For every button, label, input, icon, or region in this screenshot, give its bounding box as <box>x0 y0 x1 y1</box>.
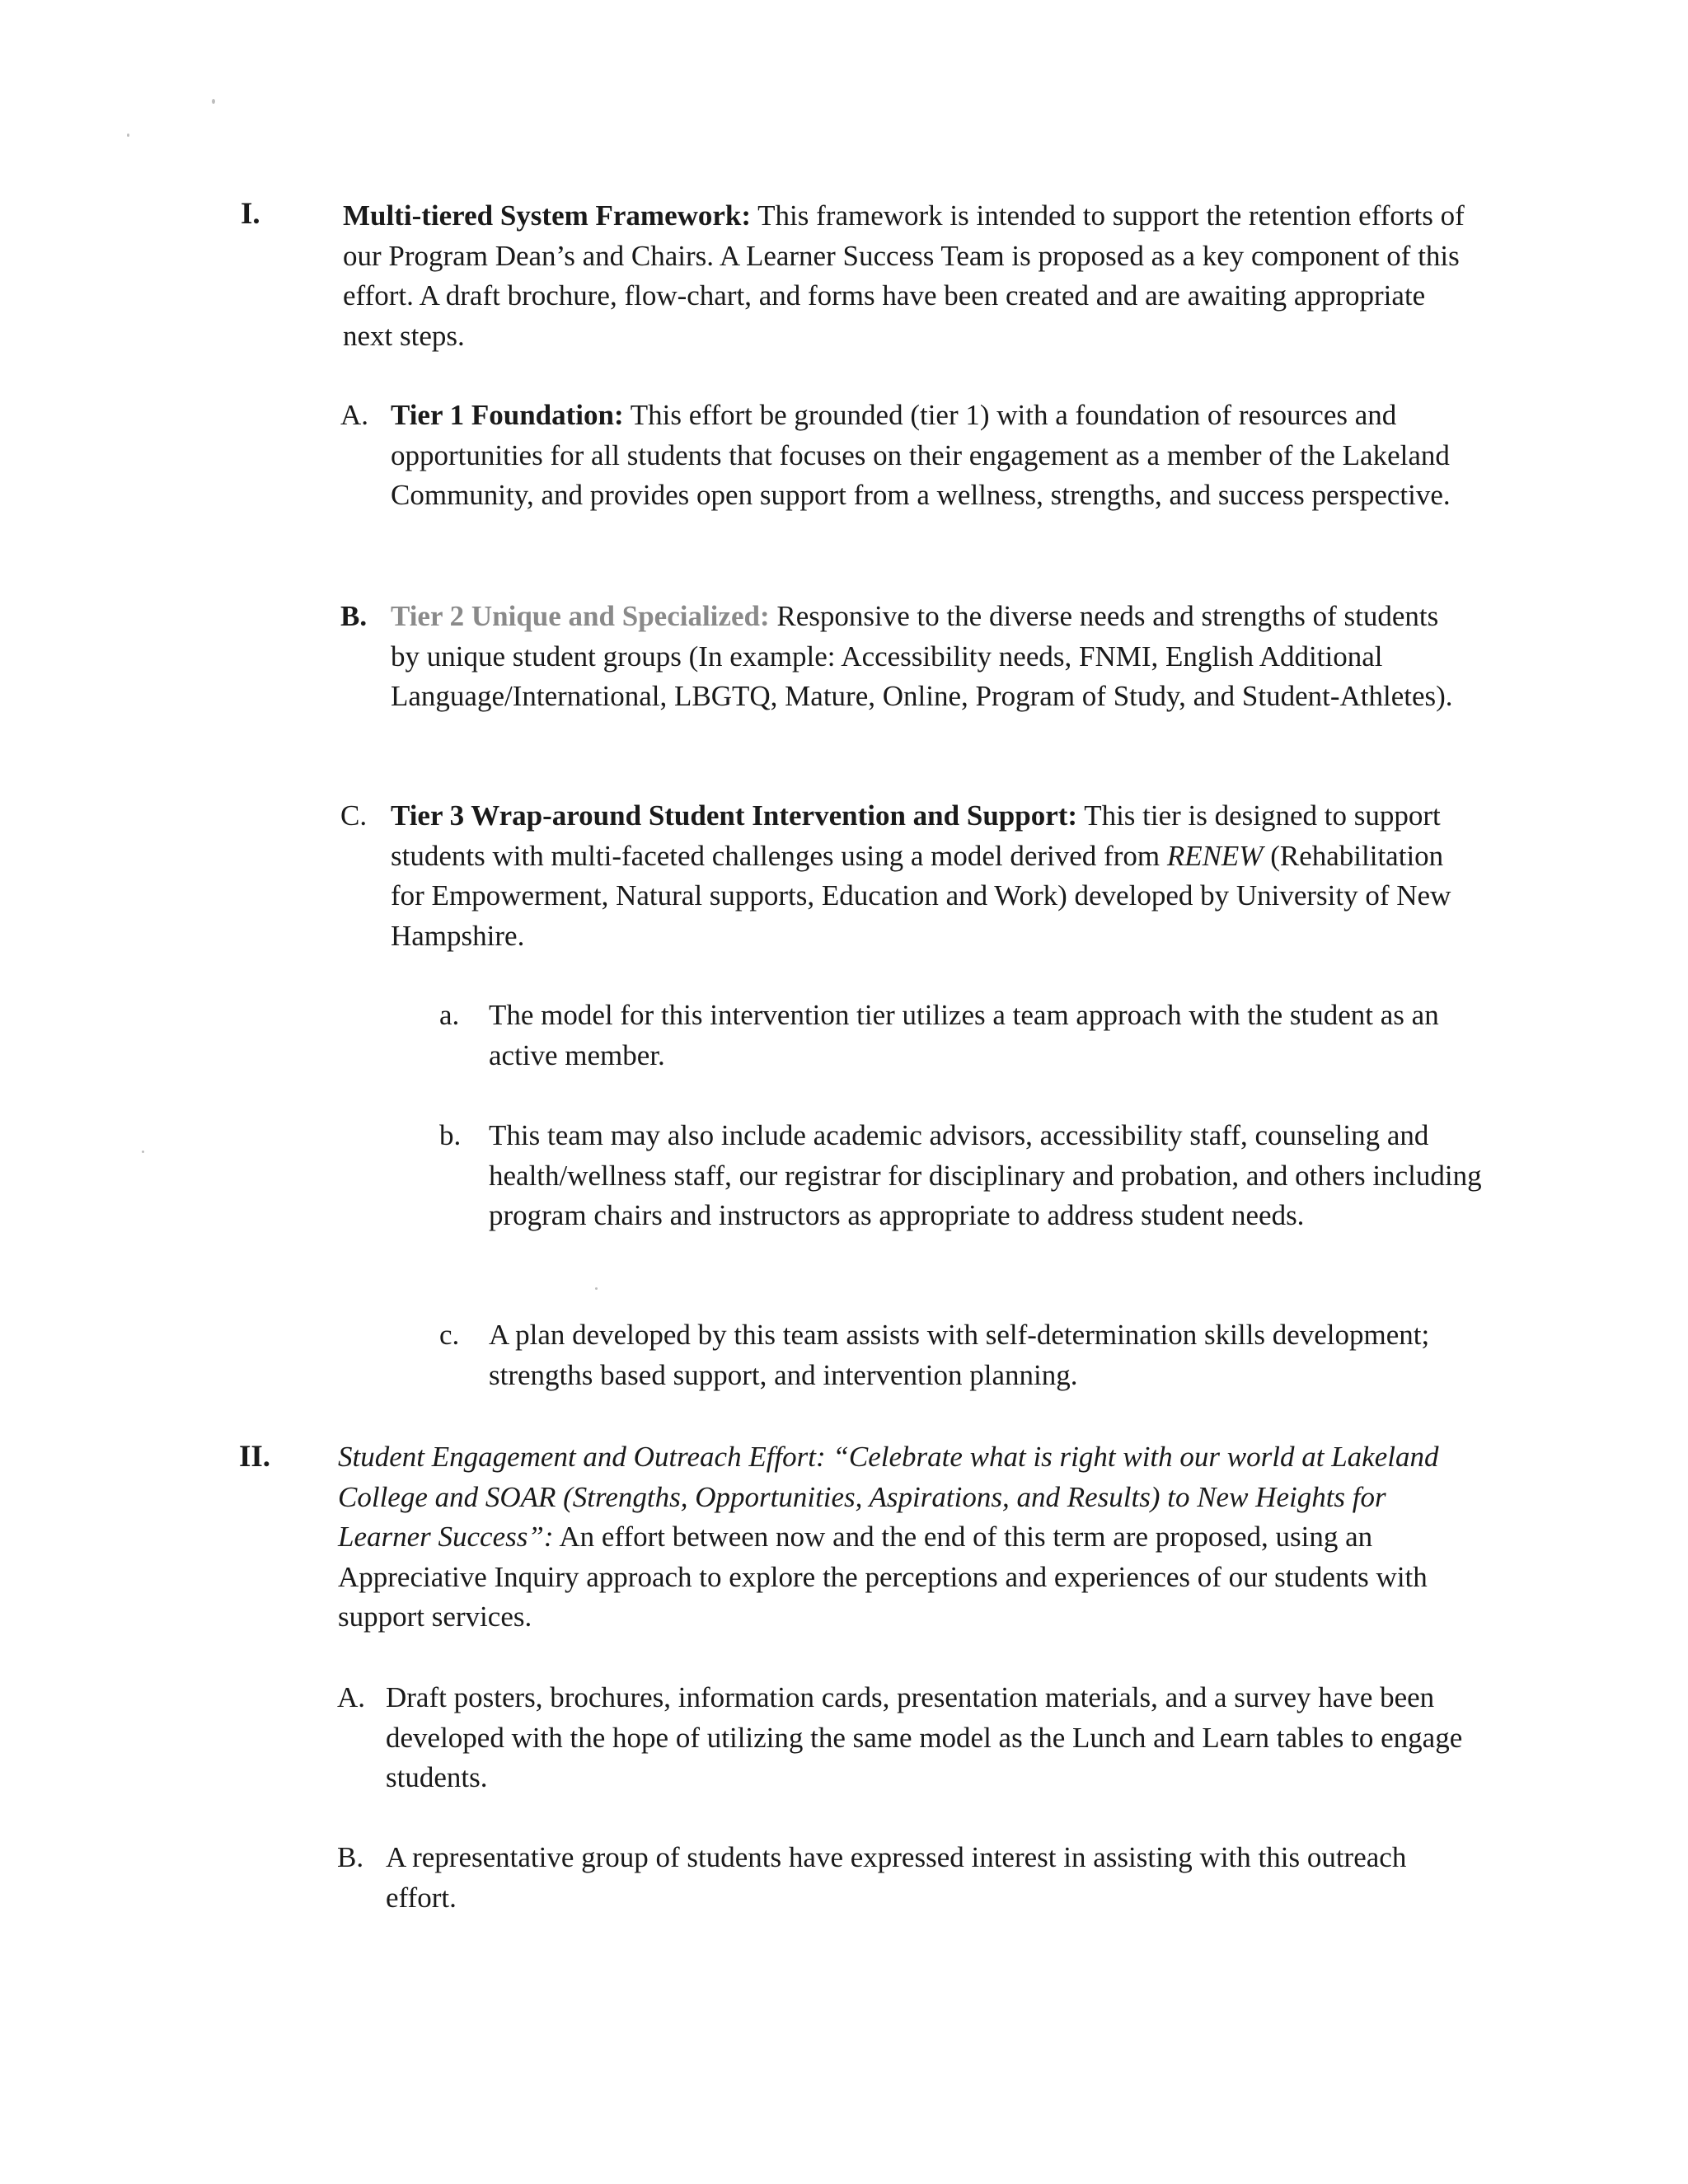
item-c-letter: C. <box>340 799 368 832</box>
item-a-letter: A. <box>340 399 369 431</box>
scan-speck <box>595 1287 598 1290</box>
section-1-text: This framework is intended to support the retention efforts of our Program Dean’s and Chairs. A Learner Success Team is proposed as a key component of this effort. A draft brochure, flow-chart, and forms have been created and are awaiting appropriate next steps. <box>343 199 1465 352</box>
tier-3-heading: Tier 3 Wrap-around Student Intervention and Support: <box>391 799 1078 832</box>
section-1-paragraph <box>343 196 1480 356</box>
scan-speck <box>142 1151 144 1153</box>
tier-3-text-before: This tier is designed to support students with multi-faceted challenges using a model derived from <box>391 799 1441 872</box>
tier-3-text-after: (Rehabilitation for Empowerment, Natural supports, Education and Work) developed by University of New Hampshire. <box>391 839 1451 952</box>
subitem-b-letter: b. <box>439 1119 462 1151</box>
tier-2-paragraph <box>391 597 1470 717</box>
section-2-item-b-text: A representative group of students have expressed interest in assisting with this outreach effort. <box>386 1841 1407 1914</box>
section-1-heading: Multi-tiered System Framework: <box>343 199 752 232</box>
subitem-c-text: A plan developed by this team assists with self-determination skills development; strengths based support, and intervention planning. <box>489 1319 1430 1391</box>
scan-speck <box>212 99 215 104</box>
scan-speck <box>127 134 129 137</box>
item-b-letter: B. <box>340 600 368 632</box>
tier-2-heading: Tier 2 Unique and Specialized: <box>391 600 770 632</box>
section-1-numeral: I. <box>241 197 260 231</box>
tier-3-renew: RENEW <box>1166 839 1264 872</box>
section-2-numeral: II. <box>239 1440 271 1474</box>
section-2-item-a-text: Draft posters, brochures, information cards, presentation materials, and a survey have been developed with the hope of utilizing the same model as the Lunch and Learn tables to engage students. <box>386 1681 1463 1793</box>
section-2-heading: Student Engagement and Outreach Effort: “Celebrate what is right with our world at Lakeland College and SOAR (Strengths, Opportunities, Aspirations, and Results) to New Heights for Learner Success”: <box>338 1441 1439 1553</box>
subitem-a-text: The model for this intervention tier utilizes a team approach with the student as an active member. <box>489 999 1439 1071</box>
section-2-paragraph <box>338 1437 1475 1638</box>
tier-1-text: This effort be grounded (tier 1) with a foundation of resources and opportunities for all students that focuses on their engagement as a member of the Lakeland Community, and provides open support from a wellness, strengths, and success perspective. <box>391 399 1451 511</box>
section-2-text: An effort between now and the end of this term are proposed, using an Appreciative Inquiry approach to explore the perceptions and experiences of our students with support services. <box>338 1521 1428 1633</box>
section-2-item-b-letter: B. <box>337 1841 364 1873</box>
tier-1-heading: Tier 1 Foundation: <box>391 399 624 431</box>
subitem-a-letter: a. <box>439 999 460 1031</box>
subitem-b-text: This team may also include academic advisors, accessibility staff, counseling and health/wellness staff, our registrar for disciplinary and probation, and others including program chairs and instructors as appropriate to address student needs. <box>489 1119 1482 1231</box>
section-2-item-a-letter: A. <box>337 1681 366 1713</box>
tier-1-paragraph <box>391 396 1470 516</box>
tier-2-text: Responsive to the diverse needs and strengths of students by unique student groups (In example: Accessibility needs, FNMI, English Additional Language/International, LBGTQ, Mature, Online, Program of Study, and Student-Athletes). <box>391 600 1453 712</box>
tier-3-paragraph <box>391 796 1479 956</box>
subitem-c-letter: c. <box>439 1319 460 1351</box>
